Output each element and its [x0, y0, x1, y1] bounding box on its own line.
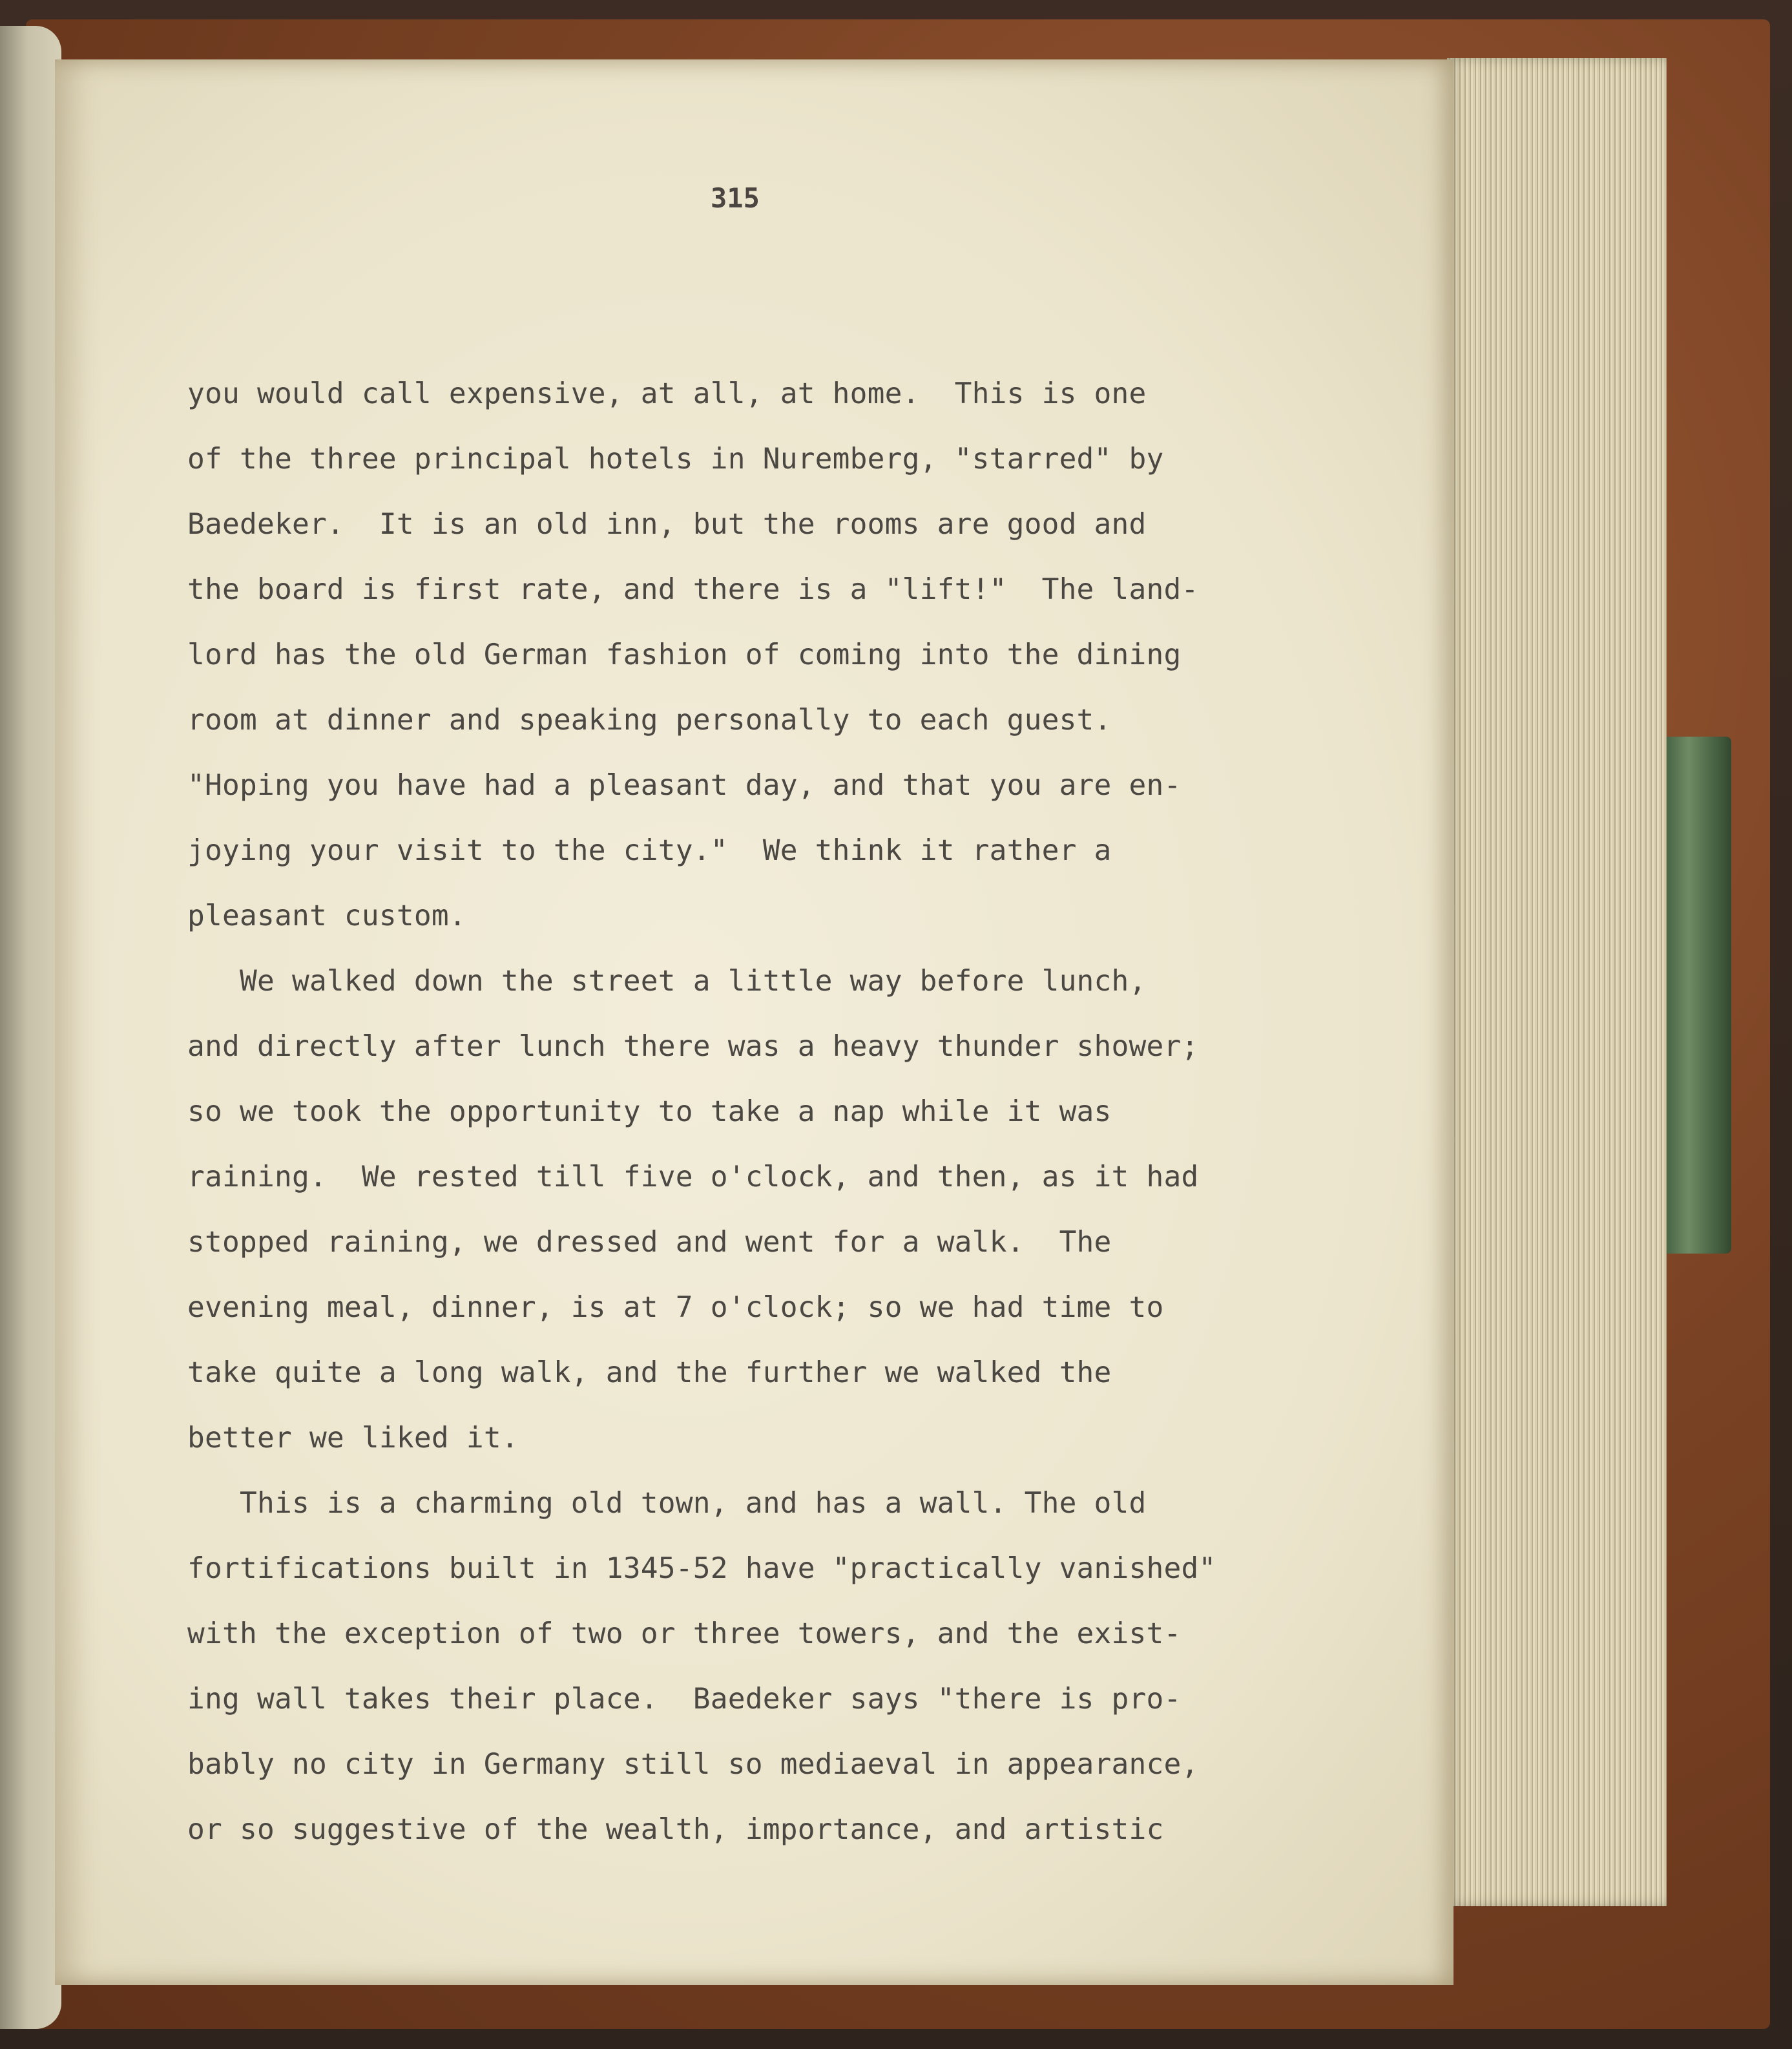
text-line: Baedeker. It is an old inn, but the rooms are good and: [187, 508, 1147, 541]
text-line: "Hoping you have had a pleasant day, and that you are en-: [187, 769, 1182, 802]
text-line: stopped raining, we dressed and went for a walk. The: [187, 1226, 1112, 1259]
text-line: or so suggestive of the wealth, importance, and artistic: [187, 1813, 1164, 1846]
text-line: fortifications built in 1345-52 have "practically vanished": [187, 1552, 1216, 1585]
text-line: so we took the opportunity to take a nap while it was: [187, 1095, 1112, 1128]
text-line: raining. We rested till five o'clock, and then, as it had: [187, 1161, 1199, 1193]
text-line: with the exception of two or three towers, and the exist-: [187, 1617, 1182, 1650]
typewritten-text: [187, 375, 1428, 1876]
left-page-edge: [0, 26, 61, 2029]
page-number: 315: [711, 182, 760, 214]
book-page: [55, 59, 1453, 1985]
text-line: pleasant custom.: [187, 899, 466, 932]
text-line: lord has the old German fashion of coming into the dining: [187, 638, 1182, 671]
text-line: of the three principal hotels in Nuremberg, "starred" by: [187, 443, 1164, 476]
text-line: room at dinner and speaking personally to each guest.: [187, 704, 1112, 737]
page-block-edges: [1447, 58, 1667, 1906]
text-line: take quite a long walk, and the further we walked the: [187, 1356, 1112, 1389]
text-line: and directly after lunch there was a heavy thunder shower;: [187, 1030, 1199, 1063]
text-line: We walked down the street a little way before lunch,: [187, 965, 1147, 998]
text-line: the board is first rate, and there is a "lift!" The land-: [187, 573, 1199, 606]
text-line: ing wall takes their place. Baedeker says "there is pro-: [187, 1683, 1182, 1716]
text-line: This is a charming old town, and has a wall. The old: [187, 1487, 1147, 1520]
text-line: better we liked it.: [187, 1422, 519, 1455]
text-line: evening meal, dinner, is at 7 o'clock; so we had time to: [187, 1291, 1164, 1324]
bookmark-ribbon: [1660, 737, 1731, 1254]
text-line: you would call expensive, at all, at home. This is one: [187, 377, 1147, 410]
text-line: joying your visit to the city." We think it rather a: [187, 834, 1112, 867]
text-line: bably no city in Germany still so mediaeval in appearance,: [187, 1748, 1199, 1781]
